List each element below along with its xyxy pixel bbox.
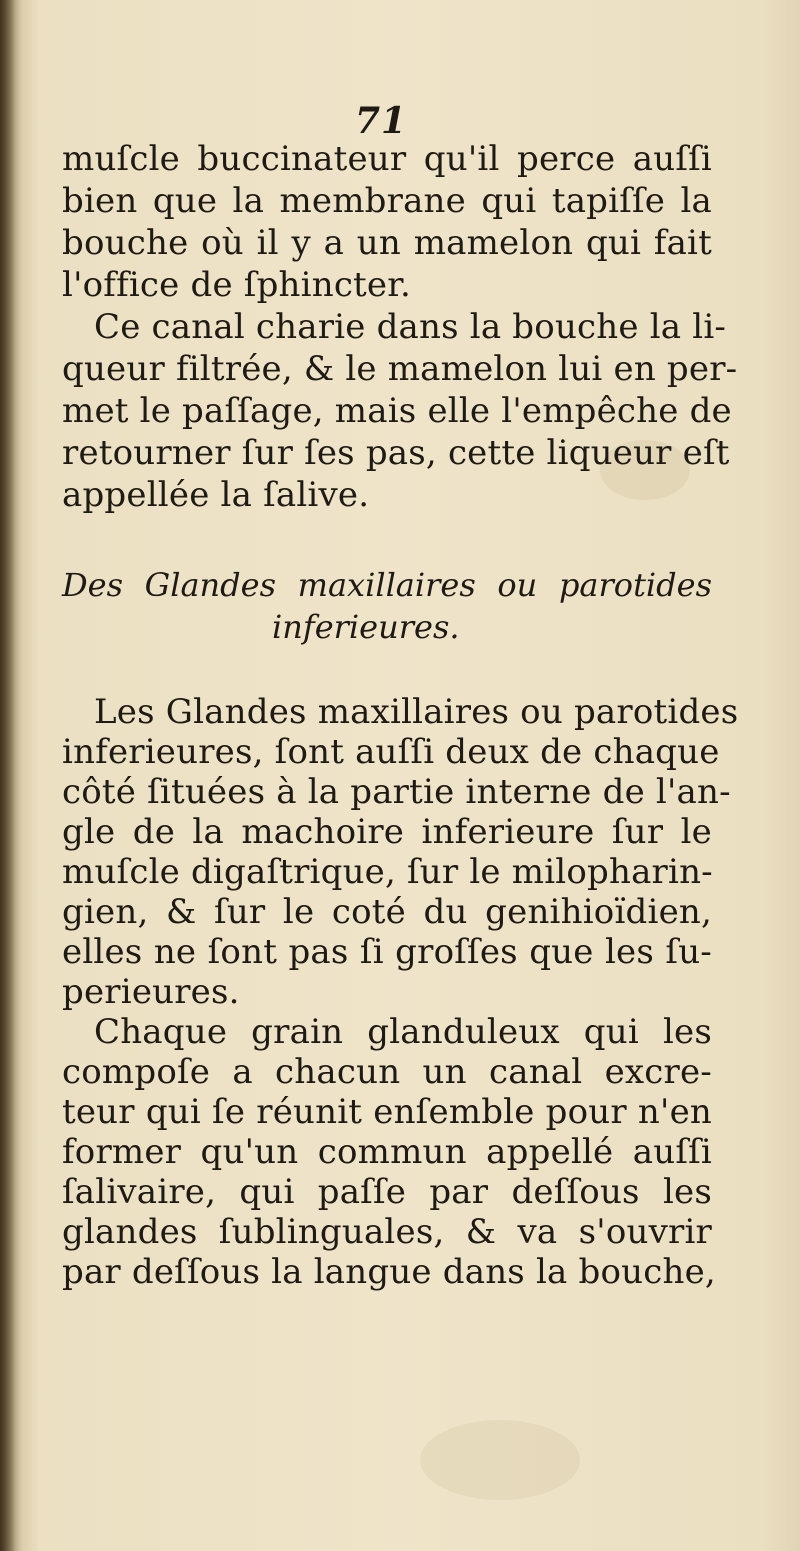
text-line: côté ſituées à la partie interne de l'an- bbox=[62, 772, 731, 812]
text-line: compoſe a chacun un canal excre- bbox=[62, 1052, 712, 1092]
text-line: met le paſſage, mais elle l'empêche de bbox=[62, 391, 732, 431]
section-heading-line: Des Glandes maxillaires ou parotides bbox=[62, 566, 712, 604]
text-line: elles ne ſont pas ſi groſſes que les ſu- bbox=[62, 932, 712, 972]
section-heading-line: inferieures. bbox=[272, 608, 460, 646]
text-line: appellée la ſalive. bbox=[62, 475, 370, 515]
text-line: muſcle buccinateur qu'il perce auſſi bbox=[62, 139, 712, 179]
paragraph-1 bbox=[62, 138, 712, 306]
text-line: l'office de ſphincter. bbox=[62, 265, 411, 305]
text-line: bien que la membrane qui tapiſſe la bbox=[62, 181, 712, 221]
text-line: retourner ſur ſes pas, cette liqueur eſt bbox=[62, 433, 730, 473]
text-line: gle de la machoire inferieure ſur le bbox=[62, 812, 712, 852]
text-line: ſalivaire, qui paſſe par deſſous les bbox=[62, 1172, 712, 1212]
section-heading bbox=[62, 564, 712, 648]
upper-text-block bbox=[62, 138, 738, 516]
text-line: inferieures, ſont auſſi deux de chaque bbox=[62, 732, 720, 772]
paper-stain bbox=[420, 1420, 580, 1500]
text-line: former qu'un commun appellé auſſi bbox=[62, 1132, 712, 1172]
paragraph-3 bbox=[62, 692, 739, 1012]
paragraph-4 bbox=[62, 1012, 716, 1292]
text-line: Chaque grain glanduleux qui les bbox=[94, 1012, 712, 1052]
text-line: queur filtrée, & le mamelon lui en per- bbox=[62, 349, 738, 389]
spine-shadow bbox=[0, 0, 22, 1551]
text-line: Ce canal charie dans la bouche la li- bbox=[94, 307, 727, 347]
paragraph-2 bbox=[62, 306, 738, 516]
text-line: bouche où il y a un mamelon qui fait bbox=[62, 223, 712, 263]
text-line: muſcle digaſtrique, ſur le milopharin- bbox=[62, 852, 713, 892]
text-line: teur qui ſe réunit enſemble pour n'en bbox=[62, 1092, 712, 1132]
text-line: glandes ſublinguales, & va s'ouvrir bbox=[62, 1212, 712, 1252]
text-line: Les Glandes maxillaires ou parotides bbox=[94, 692, 739, 732]
text-line: par deſſous la langue dans la bouche, bbox=[62, 1252, 716, 1292]
text-line: perieures. bbox=[62, 972, 240, 1012]
page-number: 71 bbox=[355, 100, 408, 142]
lower-text-block bbox=[62, 692, 739, 1292]
text-line: gien, & ſur le coté du genihioïdien, bbox=[62, 892, 712, 932]
